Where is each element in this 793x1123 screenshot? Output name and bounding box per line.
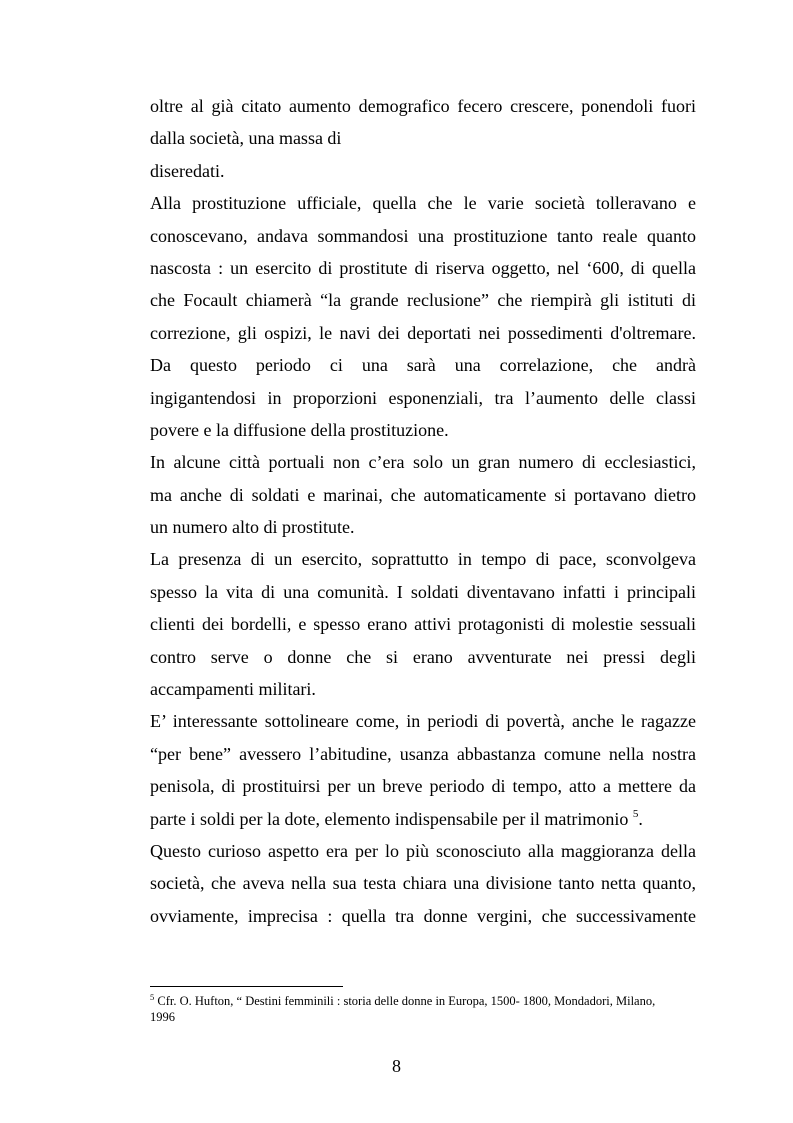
footnote — [150, 991, 696, 1025]
page-number: 8 — [392, 1056, 401, 1076]
text-line: nascosta : un esercito di prostitute di riserva oggetto, nel ‘600, di quella — [150, 257, 696, 278]
text-line: contro serve o donne che si erano avventurate nei pressi degli — [150, 646, 696, 667]
text-line: dalla società, una massa di — [150, 128, 342, 149]
text-line: che Focault chiamerà “la grande reclusione” che riempirà gli istituti di — [150, 290, 696, 311]
text-line-with-footnote — [150, 803, 696, 835]
footnote-reference: 5 — [632, 807, 639, 820]
footnote-line: 1996 — [150, 1009, 175, 1024]
text-line: La presenza di un esercito, soprattutto in tempo di pace, sconvolgeva — [150, 549, 696, 570]
text-line: penisola, di prostituirsi per un breve periodo di tempo, atto a mettere da — [150, 776, 696, 797]
text-line: Questo curioso aspetto era per lo più sconosciuto alla maggioranza della — [150, 840, 696, 861]
text-line: Alla prostituzione ufficiale, quella che le varie società tolleravano e — [150, 193, 696, 214]
text-line: un numero alto di prostitute. — [150, 517, 355, 538]
text-line: In alcune città portuali non c’era solo un gran numero di ecclesiastici, — [150, 452, 696, 473]
text-line: ingigantendosi in proporzioni esponenziali, tra l’aumento delle classi — [150, 387, 696, 408]
text-line: E’ interessante sottolineare come, in periodi di povertà, anche le ragazze — [150, 711, 696, 732]
body-text — [150, 90, 696, 932]
text-line: ovviamente, imprecisa : quella tra donne vergini, che successivamente — [150, 905, 696, 926]
text-line: povere e la diffusione della prostituzione. — [150, 419, 449, 440]
text-line: ma anche di soldati e marinai, che automaticamente si portavano dietro — [150, 484, 696, 505]
text-line: accampamenti militari. — [150, 679, 316, 700]
text-line: oltre al già citato aumento demografico fecero crescere, ponendoli fuori — [150, 96, 696, 116]
footnote-marker: 5 — [150, 991, 155, 1002]
text-line: società, che aveva nella sua testa chiara una divisione tanto netta quanto, — [150, 873, 696, 894]
text-line: correzione, gli ospizi, le navi dei deportati nei possedimenti d'oltremare. — [150, 322, 696, 343]
text-line: Da questo periodo ci una sarà una correlazione, che andrà — [150, 355, 696, 376]
text-line: diseredati. — [150, 160, 225, 181]
text-line: clienti dei bordelli, e spesso erano attivi protagonisti di molestie sessuali — [150, 614, 696, 635]
footnote-text: Cfr. O. Hufton, “ Destini femminili : storia delle donne in Europa, 1500- 1800, Mondadori, Milano, — [154, 994, 656, 1008]
text-line-content: parte i soldi per la dote, elemento indispensabile per il matrimonio — [150, 808, 629, 829]
text-line: conoscevano, andava sommandosi una prostituzione tanto reale quanto — [150, 225, 696, 246]
footnote-reference-period: . — [638, 808, 643, 829]
footnote-line — [150, 991, 696, 1010]
text-line: spesso la vita di una comunità. I soldati diventavano infatti i principali — [150, 581, 696, 602]
footnote-separator — [150, 986, 343, 987]
text-line: “per bene” avessero l’abitudine, usanza abbastanza comune nella nostra — [150, 743, 696, 764]
